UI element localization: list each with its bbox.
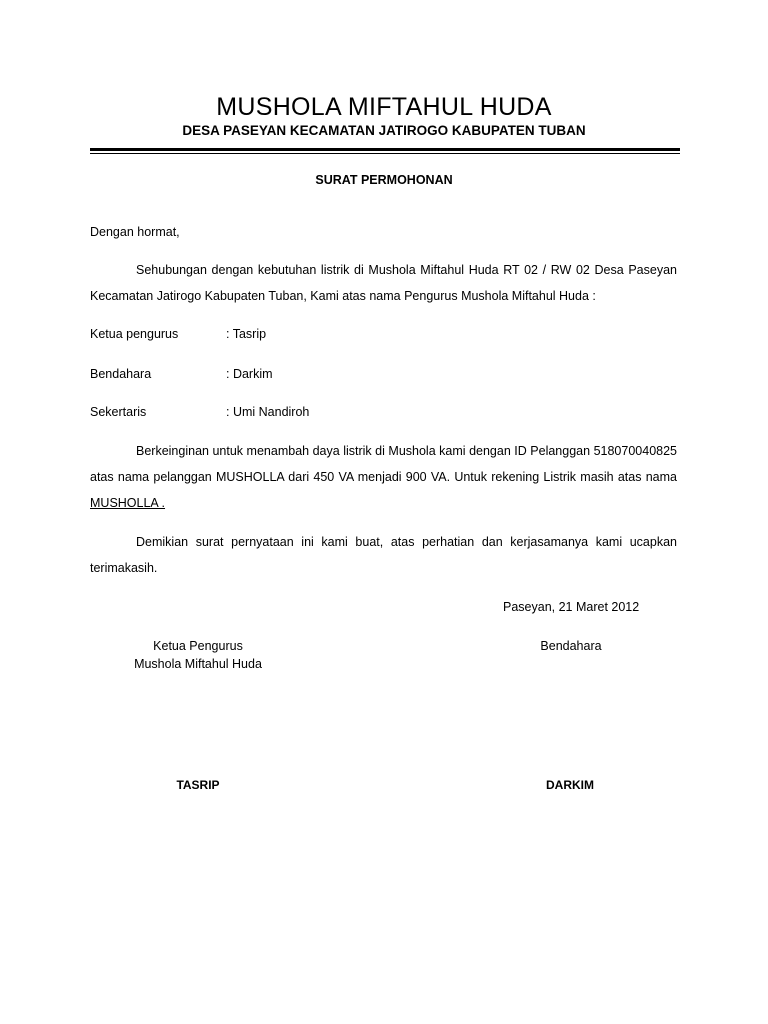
officer-value-secretary: : Umi Nandiroh — [226, 405, 310, 419]
officer-label-treasurer: Bendahara — [90, 367, 152, 381]
officer-value-chair: : Tasrip — [226, 327, 267, 341]
paragraph1-line2: Kecamatan Jatirogo Kabupaten Tuban, Kami atas nama Pengurus Mushola Miftahul Huda : — [90, 289, 596, 303]
officer-label-chair: Ketua pengurus — [90, 327, 179, 341]
header-divider-thick — [90, 148, 680, 151]
officer-value-treasurer: : Darkim — [226, 367, 273, 381]
organization-title: MUSHOLA MIFTAHUL HUDA — [216, 93, 552, 121]
greeting: Dengan hormat, — [90, 225, 180, 239]
officer-label-secretary: Sekertaris — [90, 405, 147, 419]
signature-left-name: TASRIP — [176, 778, 220, 792]
paragraph2-line1: Berkeinginan untuk menambah daya listrik di Mushola kami dengan ID Pelanggan 518070040825 — [136, 444, 677, 458]
paragraph3-line1: Demikian surat pernyataan ini kami buat, atas perhatian dan kerjasamanya kami ucapkan — [136, 535, 677, 549]
signature-right-role: Bendahara — [540, 639, 602, 653]
paragraph1-line1: Sehubungan dengan kebutuhan listrik di Mushola Miftahul Huda RT 02 / RW 02 Desa Paseyan — [136, 263, 677, 277]
signature-right-name: DARKIM — [546, 778, 594, 792]
paragraph2-line2: atas nama pelanggan MUSHOLLA dari 450 VA menjadi 900 VA. Untuk rekening Listrik masih atas nama — [90, 470, 677, 484]
paragraph2-line3: MUSHOLLA . — [90, 496, 166, 510]
organization-address: DESA PASEYAN KECAMATAN JATIROGO KABUPATEN TUBAN — [182, 123, 586, 138]
place-date: Paseyan, 21 Maret 2012 — [503, 600, 640, 614]
signature-left-organization: Mushola Miftahul Huda — [134, 657, 262, 671]
header-divider-thin — [90, 153, 680, 154]
document-title: SURAT PERMOHONAN — [315, 173, 453, 187]
signature-left-role: Ketua Pengurus — [153, 639, 243, 653]
paragraph3-line2: terimakasih. — [90, 561, 158, 575]
